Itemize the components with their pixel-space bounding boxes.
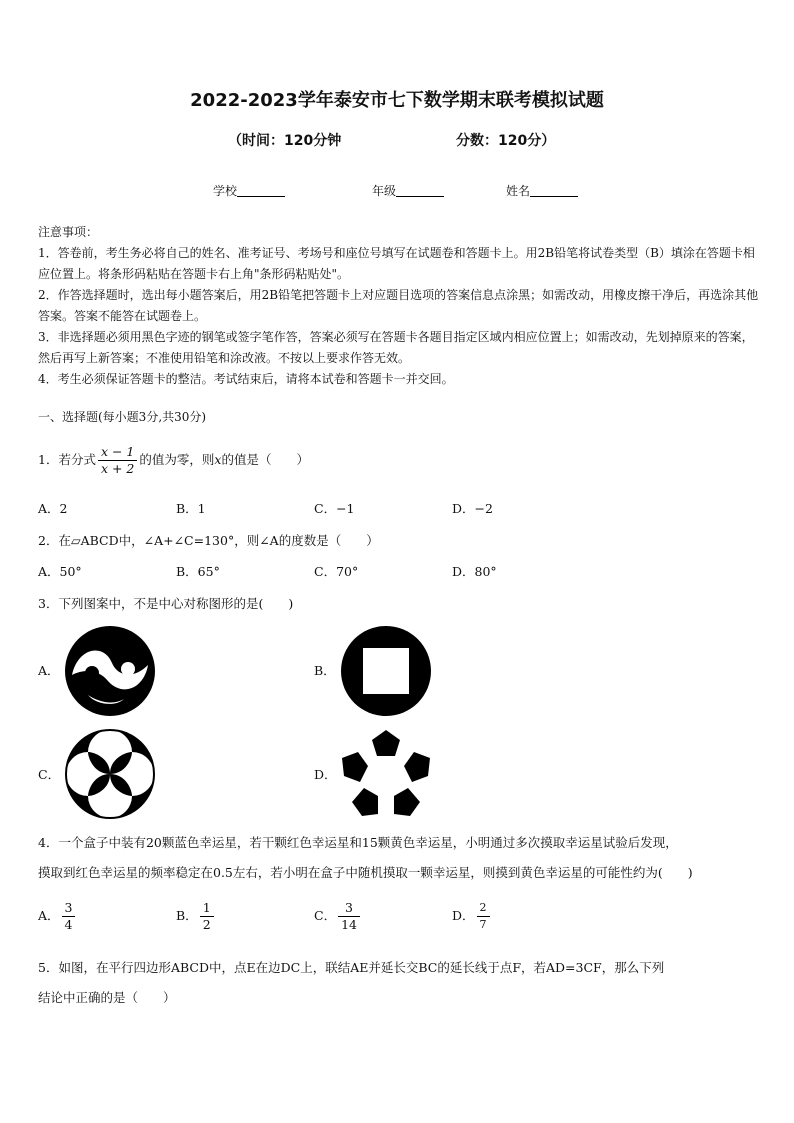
frac-num: 2 [477, 900, 490, 917]
question-4-line1: 4．一个盒子中装有20颗蓝色幸运星，若干颗红色幸运星和15颗黄色幸运星，小明通过多次摸取幸运星试验后发现， [38, 835, 678, 850]
q4-option-d[interactable] [452, 900, 492, 933]
name-field: 姓名 [506, 182, 578, 199]
q3-option-a-label[interactable]: A． [38, 663, 60, 678]
question-3: 3．下列图案中，不是中心对称图形的是( ) [38, 596, 294, 611]
question-1 [38, 444, 309, 477]
frac-num: 3 [62, 900, 76, 917]
q2-option-b[interactable]: B．65° [176, 564, 220, 579]
q1-numerator: x − 1 [98, 444, 137, 461]
frac-den: 14 [341, 917, 357, 932]
school-field: 学校 [213, 182, 285, 199]
q4-option-a-fraction [62, 900, 76, 933]
question-5-line1: 5．如图，在平行四边形ABCD中，点E在边DC上，联结AE并延长交BC的延长线于点F，若AD=3CF，那么下列 [38, 960, 665, 975]
frac-num: 1 [200, 900, 214, 917]
instructions-heading: 注意事项： [38, 225, 99, 239]
frac-num: 3 [338, 900, 360, 917]
q3-option-c-label[interactable]: C． [38, 767, 61, 782]
q1-stem-cont: 的值为零，则 [139, 452, 215, 467]
q1-option-c[interactable]: C．−1 [314, 501, 355, 516]
q4-option-c-fraction [338, 900, 360, 933]
instruction-item: 1．答卷前，考生务必将自己的姓名、准考证号、考场号和座位号填写在试题卷和答题卡上。用2B铅笔将试卷类型（B）填涂在答题卡相应位置上。将条形码粘贴在答题卡右上角"条形码粘贴处"。 [38, 246, 755, 281]
frac-den: 4 [64, 917, 73, 932]
q3-option-b-label[interactable]: B． [314, 663, 336, 678]
section-heading: 一、选择题(每小题3分,共30分) [38, 410, 207, 424]
q1-variable: x [214, 452, 222, 467]
q2-option-a[interactable]: A．50° [38, 564, 82, 579]
q4-option-c-label: C． [314, 908, 337, 923]
q2-option-c[interactable]: C．70° [314, 564, 359, 579]
q1-option-b[interactable]: B．1 [176, 501, 206, 516]
q1-denominator: x + 2 [100, 461, 135, 476]
page-title: 2022-2023学年泰安市七下数学期末联考模拟试题 [190, 90, 604, 111]
exam-time: （时间：120分钟 [228, 133, 342, 149]
q3-option-d-label[interactable]: D． [314, 767, 337, 782]
q4-option-b[interactable] [176, 900, 216, 933]
q1-option-a[interactable]: A．2 [38, 501, 68, 516]
instructions [38, 222, 763, 390]
q2-option-d[interactable]: D．80° [452, 564, 497, 579]
q1-stem: 1．若分式 [38, 452, 96, 467]
instruction-item: 2．作答选择题时，选出每小题答案后，用2B铅笔把答题卡上对应题目选项的答案信息点涂黑；如需改动，用橡皮擦干净后，再选涂其他答案。答案不能答在试题卷上。 [38, 288, 759, 323]
q3-figure-b-square-in-circle[interactable] [340, 625, 432, 717]
q4-option-d-label: D． [452, 908, 475, 923]
school-blank[interactable] [237, 184, 285, 197]
grade-field: 年级 [372, 182, 444, 199]
question-4-line2: 摸取到红色幸运星的频率稳定在0.5左右，若小明在盒子中随机摸取一颗幸运星，则摸到黄色幸运星的可能性约为( ) [38, 865, 693, 880]
q3-figure-c-four-petal-circle[interactable] [64, 728, 156, 820]
exam-score: 分数：120分） [456, 133, 556, 149]
q4-option-c[interactable] [314, 900, 362, 933]
q1-option-d[interactable]: D．−2 [452, 501, 493, 516]
instruction-item: 3．非选择题必须用黑色字迹的钢笔或签字笔作答，答案必须写在答题卡各题目指定区域内相应位置上；如需改动，先划掉原来的答案，然后再写上新答案；不准使用铅笔和涂改液。不按以上要求作答无效。 [38, 330, 754, 365]
frac-den: 7 [479, 918, 487, 931]
grade-blank[interactable] [396, 184, 444, 197]
q1-fraction [98, 444, 137, 477]
instruction-item: 4．考生必须保证答题卡的整洁。考试结束后，请将本试卷和答题卡一并交回。 [38, 372, 454, 386]
frac-den: 2 [202, 917, 211, 932]
q4-option-b-fraction [200, 900, 214, 933]
question-2: 2．在▱ABCD中，∠A+∠C=130°，则∠A的度数是（ ） [38, 533, 379, 548]
q1-stem-end: 的值是（ ） [221, 452, 309, 467]
q3-figure-a-wave-circle[interactable] [64, 625, 156, 717]
q4-option-a[interactable] [38, 900, 77, 933]
name-blank[interactable] [530, 184, 578, 197]
q4-option-a-label: A． [38, 908, 60, 923]
q4-option-b-label: B． [176, 908, 198, 923]
q3-figure-d-pentagon-ring[interactable] [338, 726, 434, 820]
question-5-line2: 结论中正确的是（ ） [38, 990, 176, 1005]
q4-option-d-fraction [477, 900, 490, 933]
